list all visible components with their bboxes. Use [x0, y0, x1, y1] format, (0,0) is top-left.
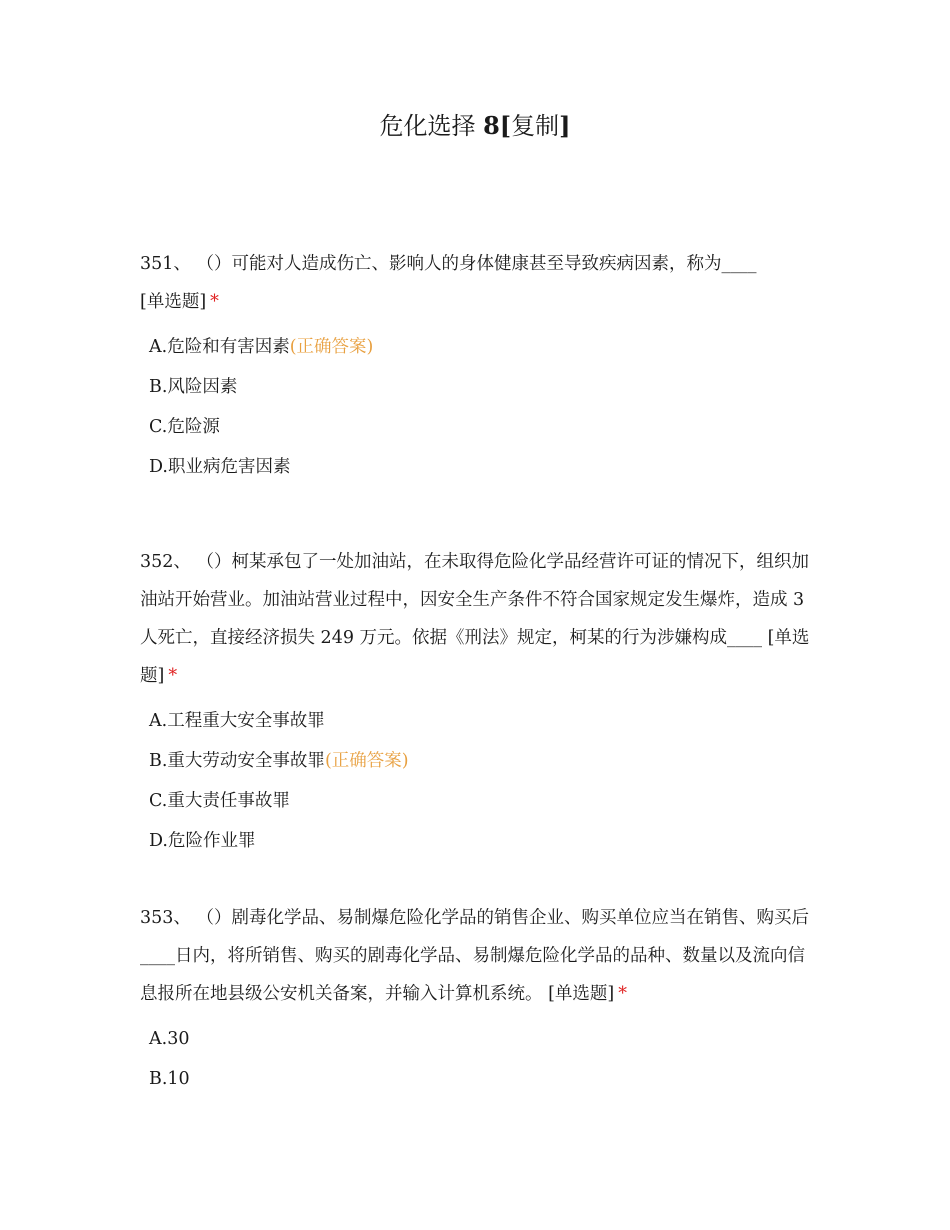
option-b[interactable] [149, 367, 812, 407]
question-text: 352、 （）柯某承包了一处加油站，在未取得危险化学品经营许可证的情况下，组织加油站开始营业。加油站营业过程中，因安全生产条件不符合国家规定发生爆炸，造成 3 人死亡，直接经济损失 249 万元。依据《刑法》规定，柯某的行为涉嫌构成____ [140, 552, 809, 648]
option-a[interactable] [149, 701, 812, 741]
option-a[interactable] [149, 327, 812, 367]
option-c[interactable] [149, 407, 812, 447]
question-text: 353、 （）剧毒化学品、易制爆危险化学品的销售企业、购买单位应当在销售、购买后____日内，将所销售、购买的剧毒化学品、易制爆危险化学品的品种、数量以及流向信息报所在地县级公安机关备案，并输入计算机系统。 [140, 908, 809, 1004]
option-label: D.危险作业罪 [149, 831, 256, 851]
option-c[interactable] [149, 781, 812, 821]
option-label: A.危险和有害因素 [149, 337, 290, 357]
question-list [140, 245, 812, 1099]
correct-answer-mark: (正确答案) [324, 751, 409, 771]
option-a[interactable] [149, 1019, 812, 1059]
option-b[interactable] [149, 741, 812, 781]
question-type: [单选题] [140, 628, 810, 686]
title-suffix: 复制 [511, 112, 560, 140]
title-prefix: 危化选择 [379, 112, 476, 140]
question-351 [140, 245, 812, 543]
option-label: B.10 [149, 1069, 190, 1089]
option-b[interactable] [149, 1059, 812, 1099]
question-352 [140, 543, 812, 899]
required-mark: * [210, 292, 219, 312]
option-label: B.重大劳动安全事故罪 [149, 751, 325, 771]
required-mark: * [618, 984, 627, 1004]
question-stem [140, 543, 812, 695]
option-list [140, 327, 812, 487]
question-type: [单选题] [140, 292, 207, 312]
correct-answer-mark: (正确答案) [289, 337, 374, 357]
option-list [140, 701, 812, 861]
page-title [0, 110, 950, 142]
question-353 [140, 899, 812, 1099]
option-label: A.工程重大安全事故罪 [149, 711, 325, 731]
title-close: ] [559, 111, 571, 140]
question-type: [单选题] [548, 984, 615, 1004]
option-label: C.危险源 [149, 417, 220, 437]
question-text: 351、 （）可能对人造成伤亡、影响人的身体健康甚至导致疾病因素，称为____ [140, 254, 757, 274]
question-stem [140, 245, 812, 321]
option-d[interactable] [149, 821, 812, 861]
option-label: C.重大责任事故罪 [149, 791, 290, 811]
title-number: 8[ [483, 111, 512, 140]
option-label: D.职业病危害因素 [149, 457, 291, 477]
required-mark: * [168, 666, 178, 686]
option-label: A.30 [149, 1029, 190, 1049]
option-list [140, 1019, 812, 1099]
option-label: B.风险因素 [149, 377, 238, 397]
option-d[interactable] [149, 447, 812, 487]
question-stem [140, 899, 812, 1013]
